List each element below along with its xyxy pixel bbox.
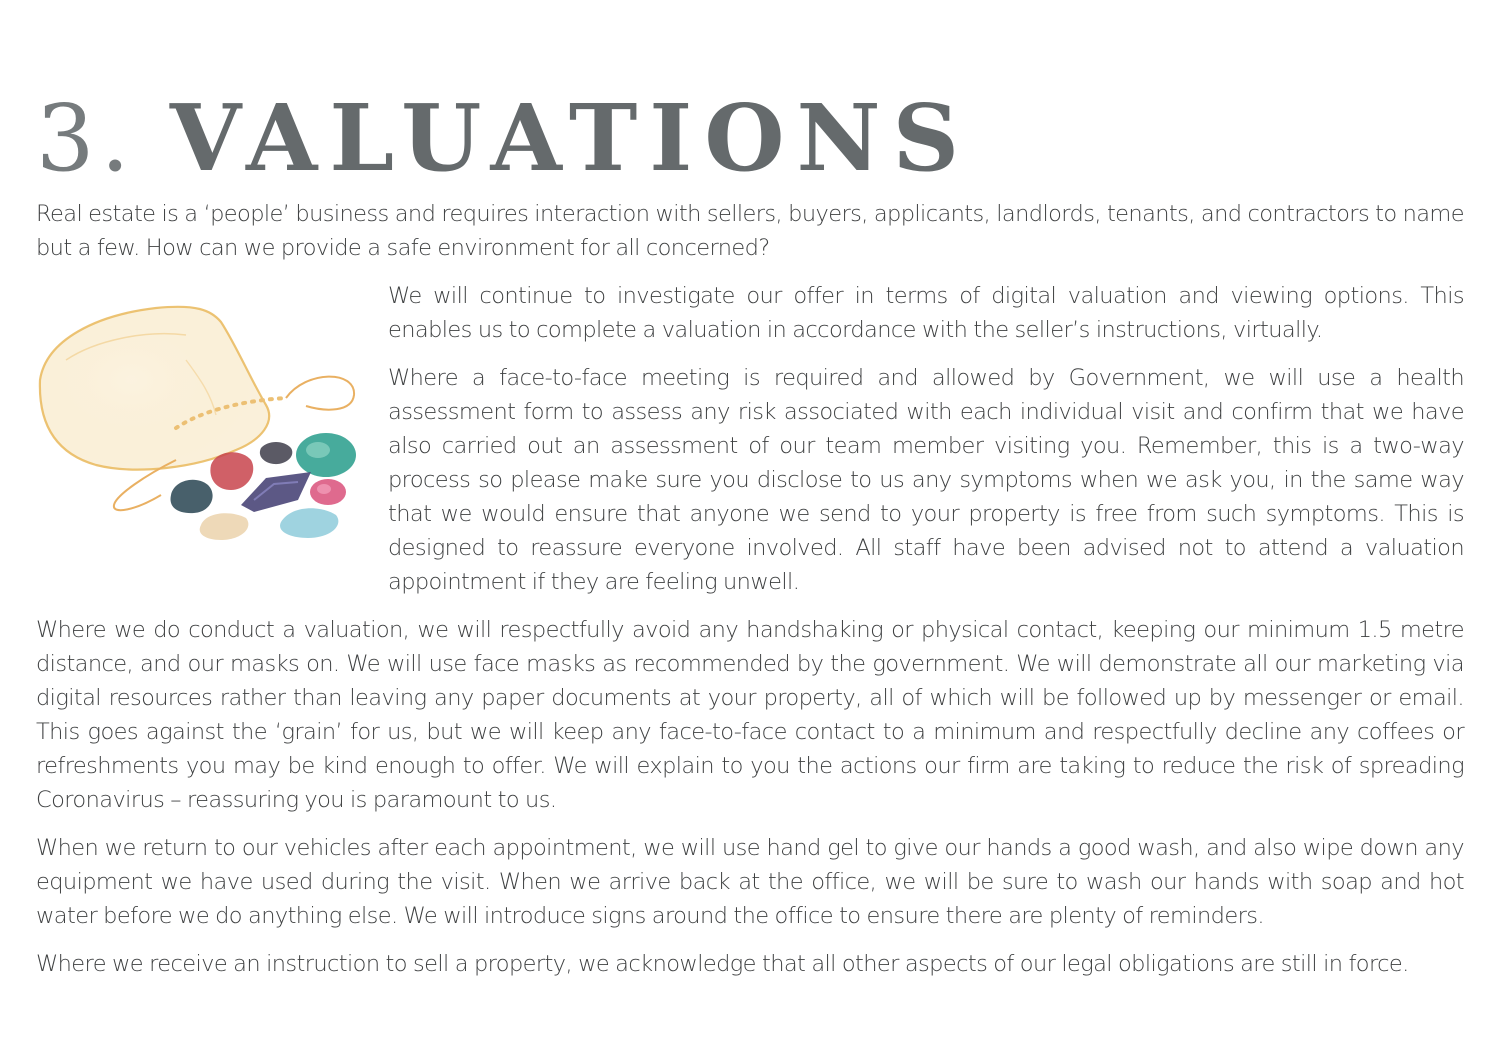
paragraph-conduct-valuation: Where we do conduct a valuation, we will respectfully avoid any handshaking or physical contact, keeping our minimum 1.5 metre distance, and our masks on. We will use face masks as recommended by the government. We will demonstrate all our marketing via digital resources rather than leaving any paper documents at your property, all of which will be followed up by messenger or email. This goes against the ‘grain’ for us, but we will keep any face-to-face contact to a minimum and respectfully decline any coffees or refreshments you may be kind enough to offer. We will explain to you the actions our firm are taking to reduce the risk of spreading Coronavirus – reassuring you is paramount to us. xyxy=(36,617,1464,813)
paragraph-face-to-face: Where a face-to-face meeting is required and allowed by Government, we will use a health assessment form to assess any risk associated with each individual visit and confirm that we have also carried out an assessment of our team member visiting you. Remember, this is a two-way process so please make sure you disclose to us any symptoms when we ask you, in the same way that we would ensure that anyone we send to your property is free from such symptoms. This is designed to reassure everyone involved. All staff have been advised not to attend a valuation appointment if they are feeling unwell. xyxy=(388,365,1464,595)
body-column xyxy=(36,613,1464,981)
paragraph-digital-valuation: We will continue to investigate our offer in terms of digital valuation and viewing options. This enables us to complete a valuation in accordance with the seller’s instructions, virtually. xyxy=(388,283,1464,343)
intro-paragraph: Real estate is a ‘people’ business and requires interaction with sellers, buyers, applicants, landlords, tenants, and contractors to name but a few. How can we provide a safe environment for all concerned? xyxy=(36,201,1464,261)
paragraph-legal-obligations: Where we receive an instruction to sell a property, we acknowledge that all other aspects of our legal obligations are still in force. xyxy=(36,951,1409,977)
section-title xyxy=(36,84,972,192)
paragraph-after-appointment: When we return to our vehicles after each appointment, we will use hand gel to give our hands a good wash, and also wipe down any equipment we have used during the visit. When we arrive back at the office, we will be sure to wash our hands with soap and hot water before we do anything else. We will introduce signs around the office to ensure there are plenty of reminders. xyxy=(36,835,1464,929)
section-heading-word: VALUATIONS xyxy=(169,84,972,192)
watercolor-pouch-gems-icon xyxy=(36,300,366,550)
side-column xyxy=(388,279,1464,599)
document-page xyxy=(36,0,1464,1058)
section-number: 3. xyxy=(36,85,136,192)
